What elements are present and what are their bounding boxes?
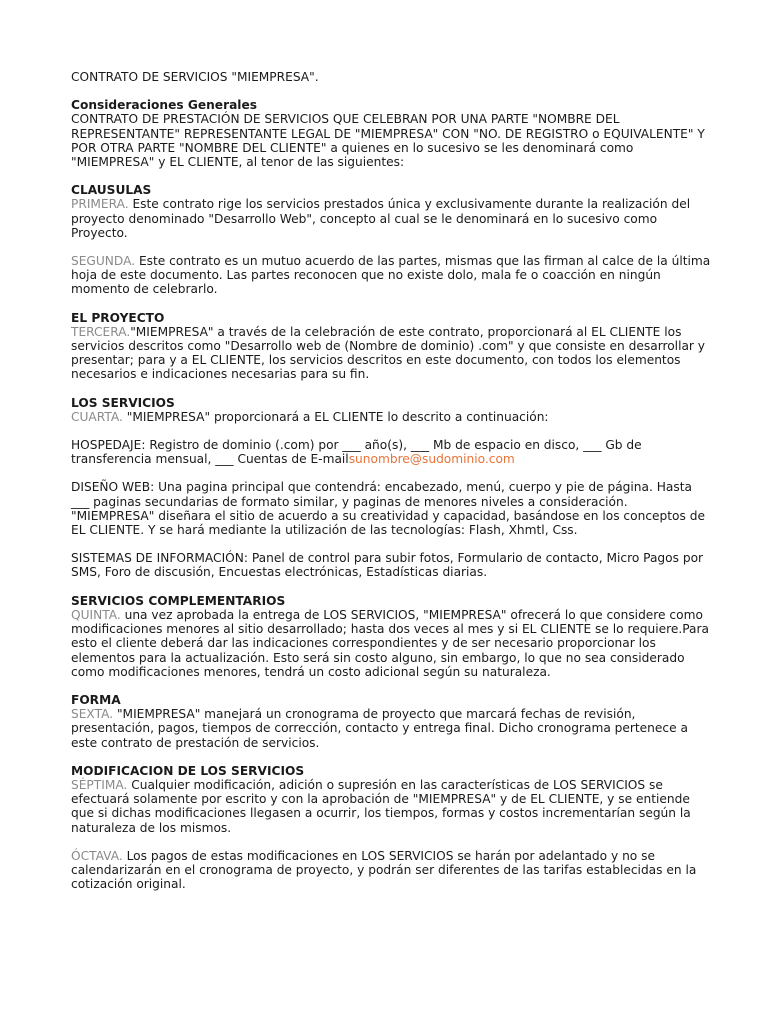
section-complementarios — [71, 594, 711, 679]
clause-label-tercera: TERCERA. — [71, 324, 131, 339]
diseno-paragraph: DISEÑO WEB: Una pagina principal que contendrá: encabezado, menú, cuerpo y pie de página. Hasta ___ paginas secundarias de formato similar, y paginas de menores niveles a consideración. "MIEMPRESA" diseñara el sitio de acuerdo a su creatividad y capacidad, basándose en los conceptos de EL CLIENTE. Y se hará mediante la utilización de las tecnologías: Flash, Xhmtl, Css. — [71, 480, 705, 538]
section-consideraciones — [71, 98, 711, 169]
clause-text-cuarta: "MIEMPRESA" proporcionará a EL CLIENTE lo descrito a continuación: — [122, 409, 549, 424]
email-link[interactable]: sunombre@sudominio.com — [348, 452, 515, 467]
clause-quinta — [71, 608, 711, 679]
clause-label-quinta: QUINTA. — [71, 607, 121, 622]
clause-segunda — [71, 254, 711, 297]
clause-text-primera: Este contrato rige los servicios prestados única y exclusivamente durante la realización del proyecto denominado "Desarrollo Web", concepto al cual se le denominará en lo sucesivo como Proyecto. — [71, 197, 691, 240]
clause-label-segunda: SEGUNDA. — [71, 254, 136, 269]
heading-modificacion: MODIFICACION DE LOS SERVICIOS — [71, 763, 305, 778]
clause-tercera — [71, 325, 711, 382]
heading-complementarios: SERVICIOS COMPLEMENTARIOS — [71, 593, 286, 608]
sistemas-paragraph: SISTEMAS DE INFORMACIÓN: Panel de control para subir fotos, Formulario de contacto, Micro Pagos por SMS, Foro de discusión, Encuestas electrónicas, Estadísticas diarias. — [71, 551, 704, 580]
clause-text-octava: Los pagos de estas modificaciones en LOS SERVICIOS se harán por adelantado y no se calendarizarán en el cronograma de proyecto, y podrán ser diferentes de las tarifas establecidas en la cotización original. — [71, 848, 697, 892]
hospedaje-paragraph — [71, 438, 711, 466]
section-modificacion — [71, 764, 711, 892]
heading-servicios: LOS SERVICIOS — [71, 395, 175, 410]
clause-septima — [71, 778, 711, 835]
clause-label-primera: PRIMERA. — [71, 197, 129, 212]
clause-sexta — [71, 707, 711, 750]
section-clausulas — [71, 183, 711, 296]
clause-text-septima: Cualquier modificación, adición o supresión en las características de LOS SERVICIOS se efectuará solamente por escrito y con la aprobación de "MIEMPRESA" y de EL CLIENTE, y se entiende que si dichas modificaciones llegasen a ocurrir, los tiempos, formas y costos incrementarían según la naturaleza de los mismos. — [71, 777, 691, 835]
consideraciones-text: CONTRATO DE PRESTACIÓN DE SERVICIOS QUE CELEBRAN POR UNA PARTE "NOMBRE DEL REPRESENTANTE" REPRESENTANTE LEGAL DE "MIEMPRESA" CON "NO. DE REGISTRO o EQUIVALENTE" Y POR OTRA PARTE "NOMBRE DEL CLIENTE" a quienes en lo sucesivo se les denominará como "MIEMPRESA" y EL CLIENTE, al tenor de las siguientes: — [71, 112, 705, 170]
heading-forma: FORMA — [71, 692, 121, 707]
document-body — [71, 70, 711, 905]
hospedaje-text: HOSPEDAJE: Registro de dominio (.com) por ___ año(s), ___ Mb de espacio en disco, ___ Gb de transferencia mensual, ___ Cuentas de E-mail — [71, 438, 642, 467]
heading-consideraciones: Consideraciones Generales — [71, 98, 258, 113]
clause-label-sexta: SEXTA. — [71, 707, 114, 722]
clause-label-octava: ÓCTAVA. — [71, 848, 123, 863]
section-proyecto — [71, 311, 711, 382]
clause-text-tercera: "MIEMPRESA" a través de la celebración de este contrato, proporcionará al EL CLIENTE los servicios descritos como "Desarrollo web de (Nombre de dominio) .com" y que consiste en desarrollar y presentar; para y a EL CLIENTE, los servicios descritos en este documento, con todos los elementos necesarios e indicaciones necesarias para su fin. — [71, 324, 706, 382]
document-title: CONTRATO DE SERVICIOS "MIEMPRESA". — [71, 70, 319, 84]
clause-text-sexta: "MIEMPRESA" manejará un cronograma de proyecto que marcará fechas de revisión, presentación, pagos, tiempos de corrección, contacto y entrega final. Dicho cronograma pertenece a este contrato de prestación de servicios. — [71, 707, 688, 750]
clause-octava — [71, 849, 711, 892]
section-forma — [71, 693, 711, 750]
clause-label-cuarta: CUARTA. — [71, 409, 123, 424]
clause-text-segunda: Este contrato es un mutuo acuerdo de las partes, mismas que las firman al calce de la última hoja de este documento. Las partes reconocen que no existe dolo, mala fe o coacción en ningún momento de celebrarlo. — [71, 254, 711, 297]
heading-clausulas: CLAUSULAS — [71, 183, 152, 198]
clause-primera — [71, 197, 711, 240]
clause-cuarta — [71, 410, 711, 424]
section-servicios — [71, 396, 711, 580]
heading-proyecto: EL PROYECTO — [71, 310, 165, 325]
clause-text-quinta: una vez aprobada la entrega de LOS SERVICIOS, "MIEMPRESA" ofrecerá lo que considere como modificaciones menores al sitio desarrollado; hasta dos veces al mes y si EL CLIENTE se lo requiere.Para esto el cliente deberá dar las indicaciones correspondientes y de ser necesario proporcionar los elementos para la actualización. Esto será sin costo alguno, sin embargo, lo que no sea considerado como modificaciones menores, tendrá un costo adicional según su naturaleza. — [71, 607, 709, 679]
clause-label-septima: SÉPTIMA. — [71, 777, 128, 792]
